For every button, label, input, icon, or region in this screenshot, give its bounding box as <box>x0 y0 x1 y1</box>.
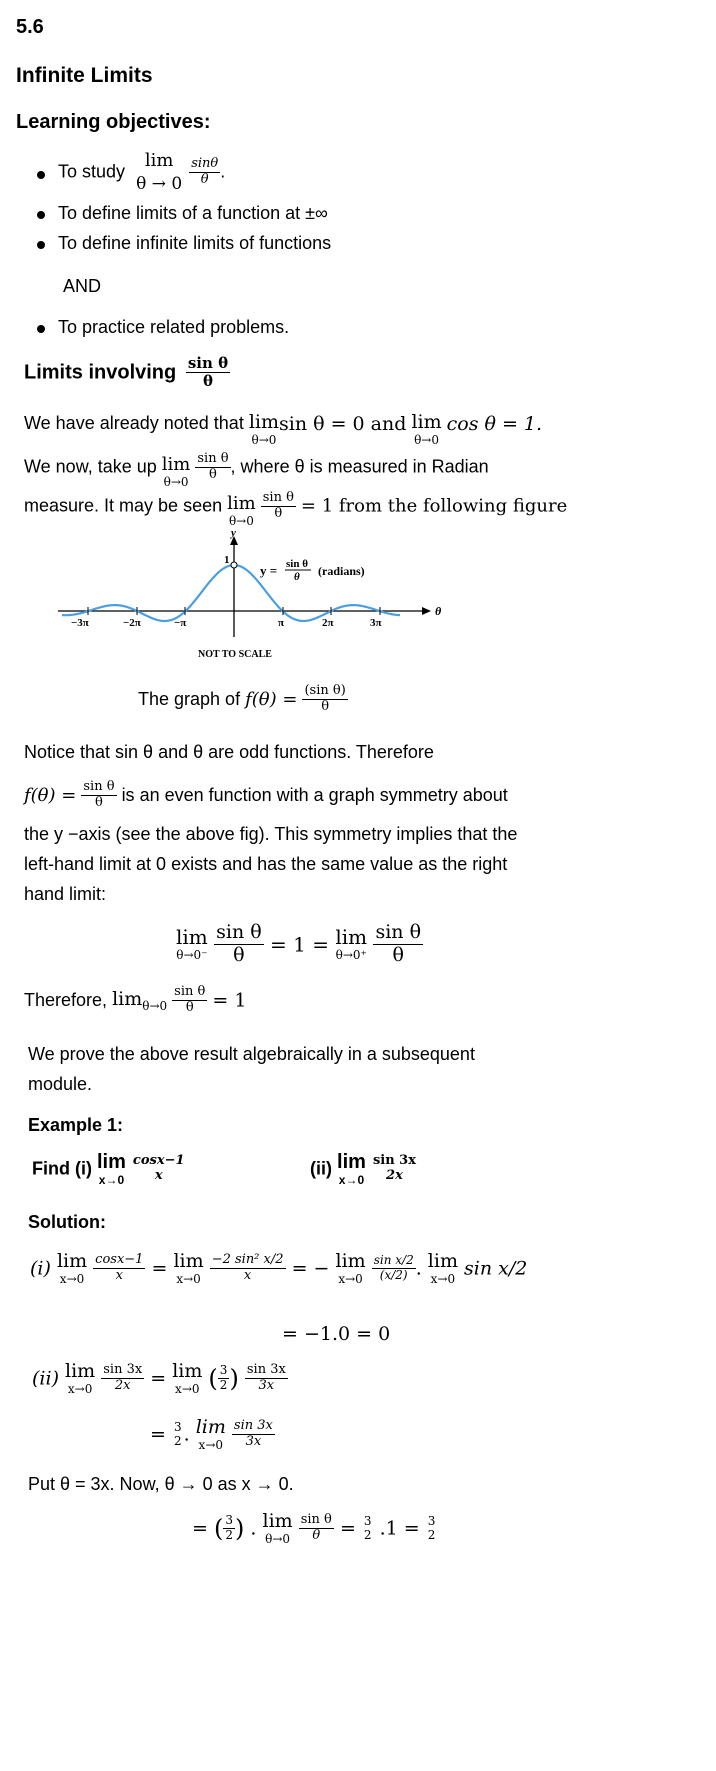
limits-heading: Limits involving $\frac{\text{sin θ}}{\theta}$ <box>24 354 229 391</box>
para2-line2: f(θ) = $\frac{\text{sin θ}}{\theta}$ is an even function with a graph symmetry about <box>24 779 508 810</box>
objective-1-text: To study <box>58 161 126 182</box>
therefore-line: Therefore, $\lim_{\theta\to 0}$ $\frac{\text{sin θ}}{\theta}$ = 1 <box>24 984 247 1015</box>
objectives-heading: Learning objectives: <box>16 111 211 133</box>
x-axis-arrow-icon <box>422 607 431 615</box>
para1-line3: measure. It may be seen lim θ→0 $\frac{\text{sin θ}}{\theta}$ = 1 from the following figure <box>24 489 568 528</box>
solution-final: = ( $\frac{3}{2}$ ) . lim θ→0 $\frac{\text{sin θ}}{\theta}$ = 3 2 .1 = 3 2 <box>192 1510 436 1546</box>
peak-label: 1 <box>224 554 230 566</box>
tick-label: 3π <box>370 617 382 629</box>
equation-note: (radians) <box>318 564 365 578</box>
objective-4: To practice related problems. <box>58 317 290 337</box>
solution-part-i: (i) lim x→0 $\frac{\cos x-1}{x}$ = lim x→0 $\frac{\text{−2 sin² x/2}}{x}$ = − lim x→0 $\frac{\text{sin x/2}}{(x/2)}$ . lim x→0 sin x/2 <box>30 1250 528 1286</box>
solution-substitution: Put θ = 3x. Now, θ → 0 as x → 0. <box>28 1474 294 1494</box>
para2-line3: the y −axis (see the above fig). This symmetry implies that the <box>24 824 518 844</box>
para2-line5: hand limit: <box>24 884 107 904</box>
equation-num: sin θ <box>286 558 308 570</box>
equation-lhs: y = <box>260 563 278 578</box>
para1-line1: We have already noted that lim θ→0 sin θ = 0 and lim θ→0 cos θ = 1. <box>24 411 543 447</box>
not-to-scale-note: NOT TO SCALE <box>198 649 272 660</box>
objective-1: To study lim θ → 0 $\frac{\sin\theta}{\theta}$ . <box>58 150 226 194</box>
solution-i-result: = −1.0 = 0 <box>282 1323 391 1345</box>
example-part-i: Find (i) lim x→0 cosx−1 x <box>32 1151 185 1187</box>
section-number: 5.6 <box>16 16 44 38</box>
para2-line1: Notice that sin θ and θ are odd functions. Therefore <box>24 742 434 762</box>
x-axis-label: θ <box>435 604 442 618</box>
solution-part-ii: (ii) lim x→0 $\frac{\sin 3x}{2x}$ = lim x→0 ( $\frac{3}{2}$ ) $\frac{\sin 3x}{3x}$ <box>32 1360 286 1396</box>
one-sided-limits-equation: lim θ→0⁻ $\frac{\text{sin θ}}{\theta}$ = 1 = lim θ→0⁺ $\frac{\text{sin θ}}{\theta}$ <box>176 921 422 966</box>
para1-line2: We now, take up lim θ→0 $\frac{\text{sin θ}}{\theta}$ , where θ is measured in Radian <box>24 450 489 489</box>
limits-heading-fraction: $\frac{\text{sin θ}}{\theta}$ <box>187 354 229 391</box>
bullet-icon <box>37 171 45 179</box>
section-title: Infinite Limits <box>16 64 153 87</box>
sinc-graph <box>50 525 450 665</box>
objective-3: To define infinite limits of functions <box>58 233 332 253</box>
bullet-icon <box>37 241 45 249</box>
y-axis-label: y <box>231 527 236 539</box>
figure-caption: The graph of f(θ) = $\frac{\text{(sin θ)}}{\theta}$ <box>138 683 346 714</box>
tick-label: −π <box>174 617 187 629</box>
tick-label: −3π <box>71 617 89 629</box>
bullet-icon <box>37 211 45 219</box>
example-heading: Example 1: <box>28 1115 124 1135</box>
objective-1-limit: lim θ → 0 <box>136 150 183 194</box>
para3-line2: module. <box>28 1074 93 1094</box>
solution-heading: Solution: <box>28 1212 106 1232</box>
para3-line1: We prove the above result algebraically in a subsequent <box>28 1044 475 1064</box>
tick-label: 2π <box>322 617 334 629</box>
tick-label: π <box>278 617 285 629</box>
and-connector: AND <box>63 276 102 296</box>
para2-line4: left-hand limit at 0 exists and has the same value as the right <box>24 854 508 874</box>
equation-den: θ <box>294 571 300 583</box>
tick-label: −2π <box>123 617 141 629</box>
objective-2: To define limits of a function at ±∞ <box>58 203 328 223</box>
bullet-icon <box>37 325 45 333</box>
example-part-ii: (ii) lim x→0 sin 3x 2x <box>310 1151 416 1187</box>
objective-1-fraction: $\frac{\sin\theta}{\theta}$ <box>191 156 219 187</box>
solution-ii-step2: = 3 2 . lim x→0 $\frac{\sin 3x}{3x}$ <box>150 1416 273 1452</box>
hole-point <box>231 562 237 568</box>
